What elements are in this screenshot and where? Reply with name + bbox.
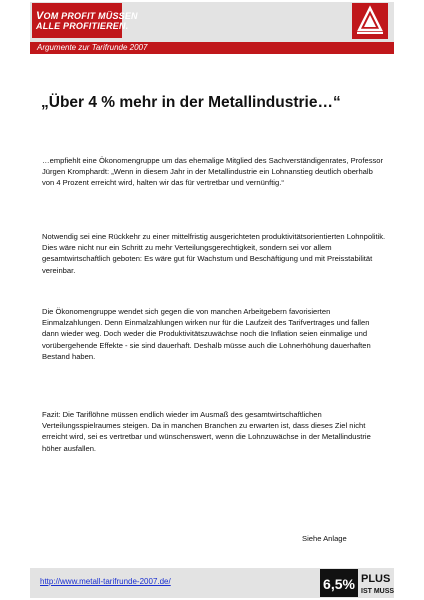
badge-ist-muss: IST MUSS [361, 588, 394, 595]
badge-number: 6,5% [323, 576, 355, 592]
campaign-logo [32, 3, 138, 38]
page-title: „Über 4 % mehr in der Metallindustrie…“ [41, 94, 341, 111]
header-subtitle: Argumente zur Tarifrunde 2007 [37, 43, 148, 52]
footer-link[interactable]: http://www.metall-tarifrunde-2007.de/ [40, 577, 171, 586]
ig-metall-logo-icon [352, 3, 388, 39]
badge-plus: PLUS [361, 573, 391, 585]
6-5-percent-badge-icon [320, 569, 394, 597]
paragraph-2: Notwendig sei eine Rückkehr zu einer mittelfristig ausgerichteten produktivitätsorientierten Lohnpolitik. Dies wäre nicht nur ein Schritt zu mehr Verteilungsgerechtigkeit, sondern sei vor allem gesamtwirtschaftlich geboten: Es wäre gut für Wachstum und Beschäftigung und mit Preisstabilität vereinbar. [42, 232, 386, 275]
attachment-note: Siehe Anlage [302, 534, 347, 543]
paragraph-1: …empfiehlt eine Ökonomengruppe um das ehemalige Mitglied des Sachverständigenrates, Professor Jürgen Kromphardt: „Wenn in diesem Jahr in der Metallindustrie ein Lohnanstieg deutlich oberhalb von 4 Prozent erreicht wird, halten wir das für vertretbar und vernünftig.“ [42, 156, 384, 188]
subtitle-bar [30, 42, 394, 54]
paragraph-3: Die Ökonomengruppe wendet sich gegen die von manchen Arbeitgebern favorisierten Einmalzahlungen. Denn Einmalzahlungen wirken nur für die Laufzeit des Tarifvertrages und fallen dann wieder weg. Doch weder die Produktivitätszuwächse noch die Inflation seien einmalige und vorübergehende Effekte - sie sind dauerhaft. Deshalb müsse auch die Lohnerhöhung dauerhaften Bestand haben. [42, 307, 371, 361]
paragraph-4: Fazit: Die Tariflöhne müssen endlich wieder im Ausmaß des gesamtwirtschaftlichen Verteilungsspielraumes steigen. Da in manchen Branchen zu erwarten ist, dass dieses Ziel nicht erreicht wird, sei es vertretbar und wünschenswert, wenn die Lohnzuwächse in der Metallindustrie höher ausfallen. [42, 410, 371, 453]
logo-line-1: VOM PROFIT MÜSSEN [36, 10, 138, 22]
logo-line-2: ALLE PROFITIEREN. [36, 21, 129, 31]
